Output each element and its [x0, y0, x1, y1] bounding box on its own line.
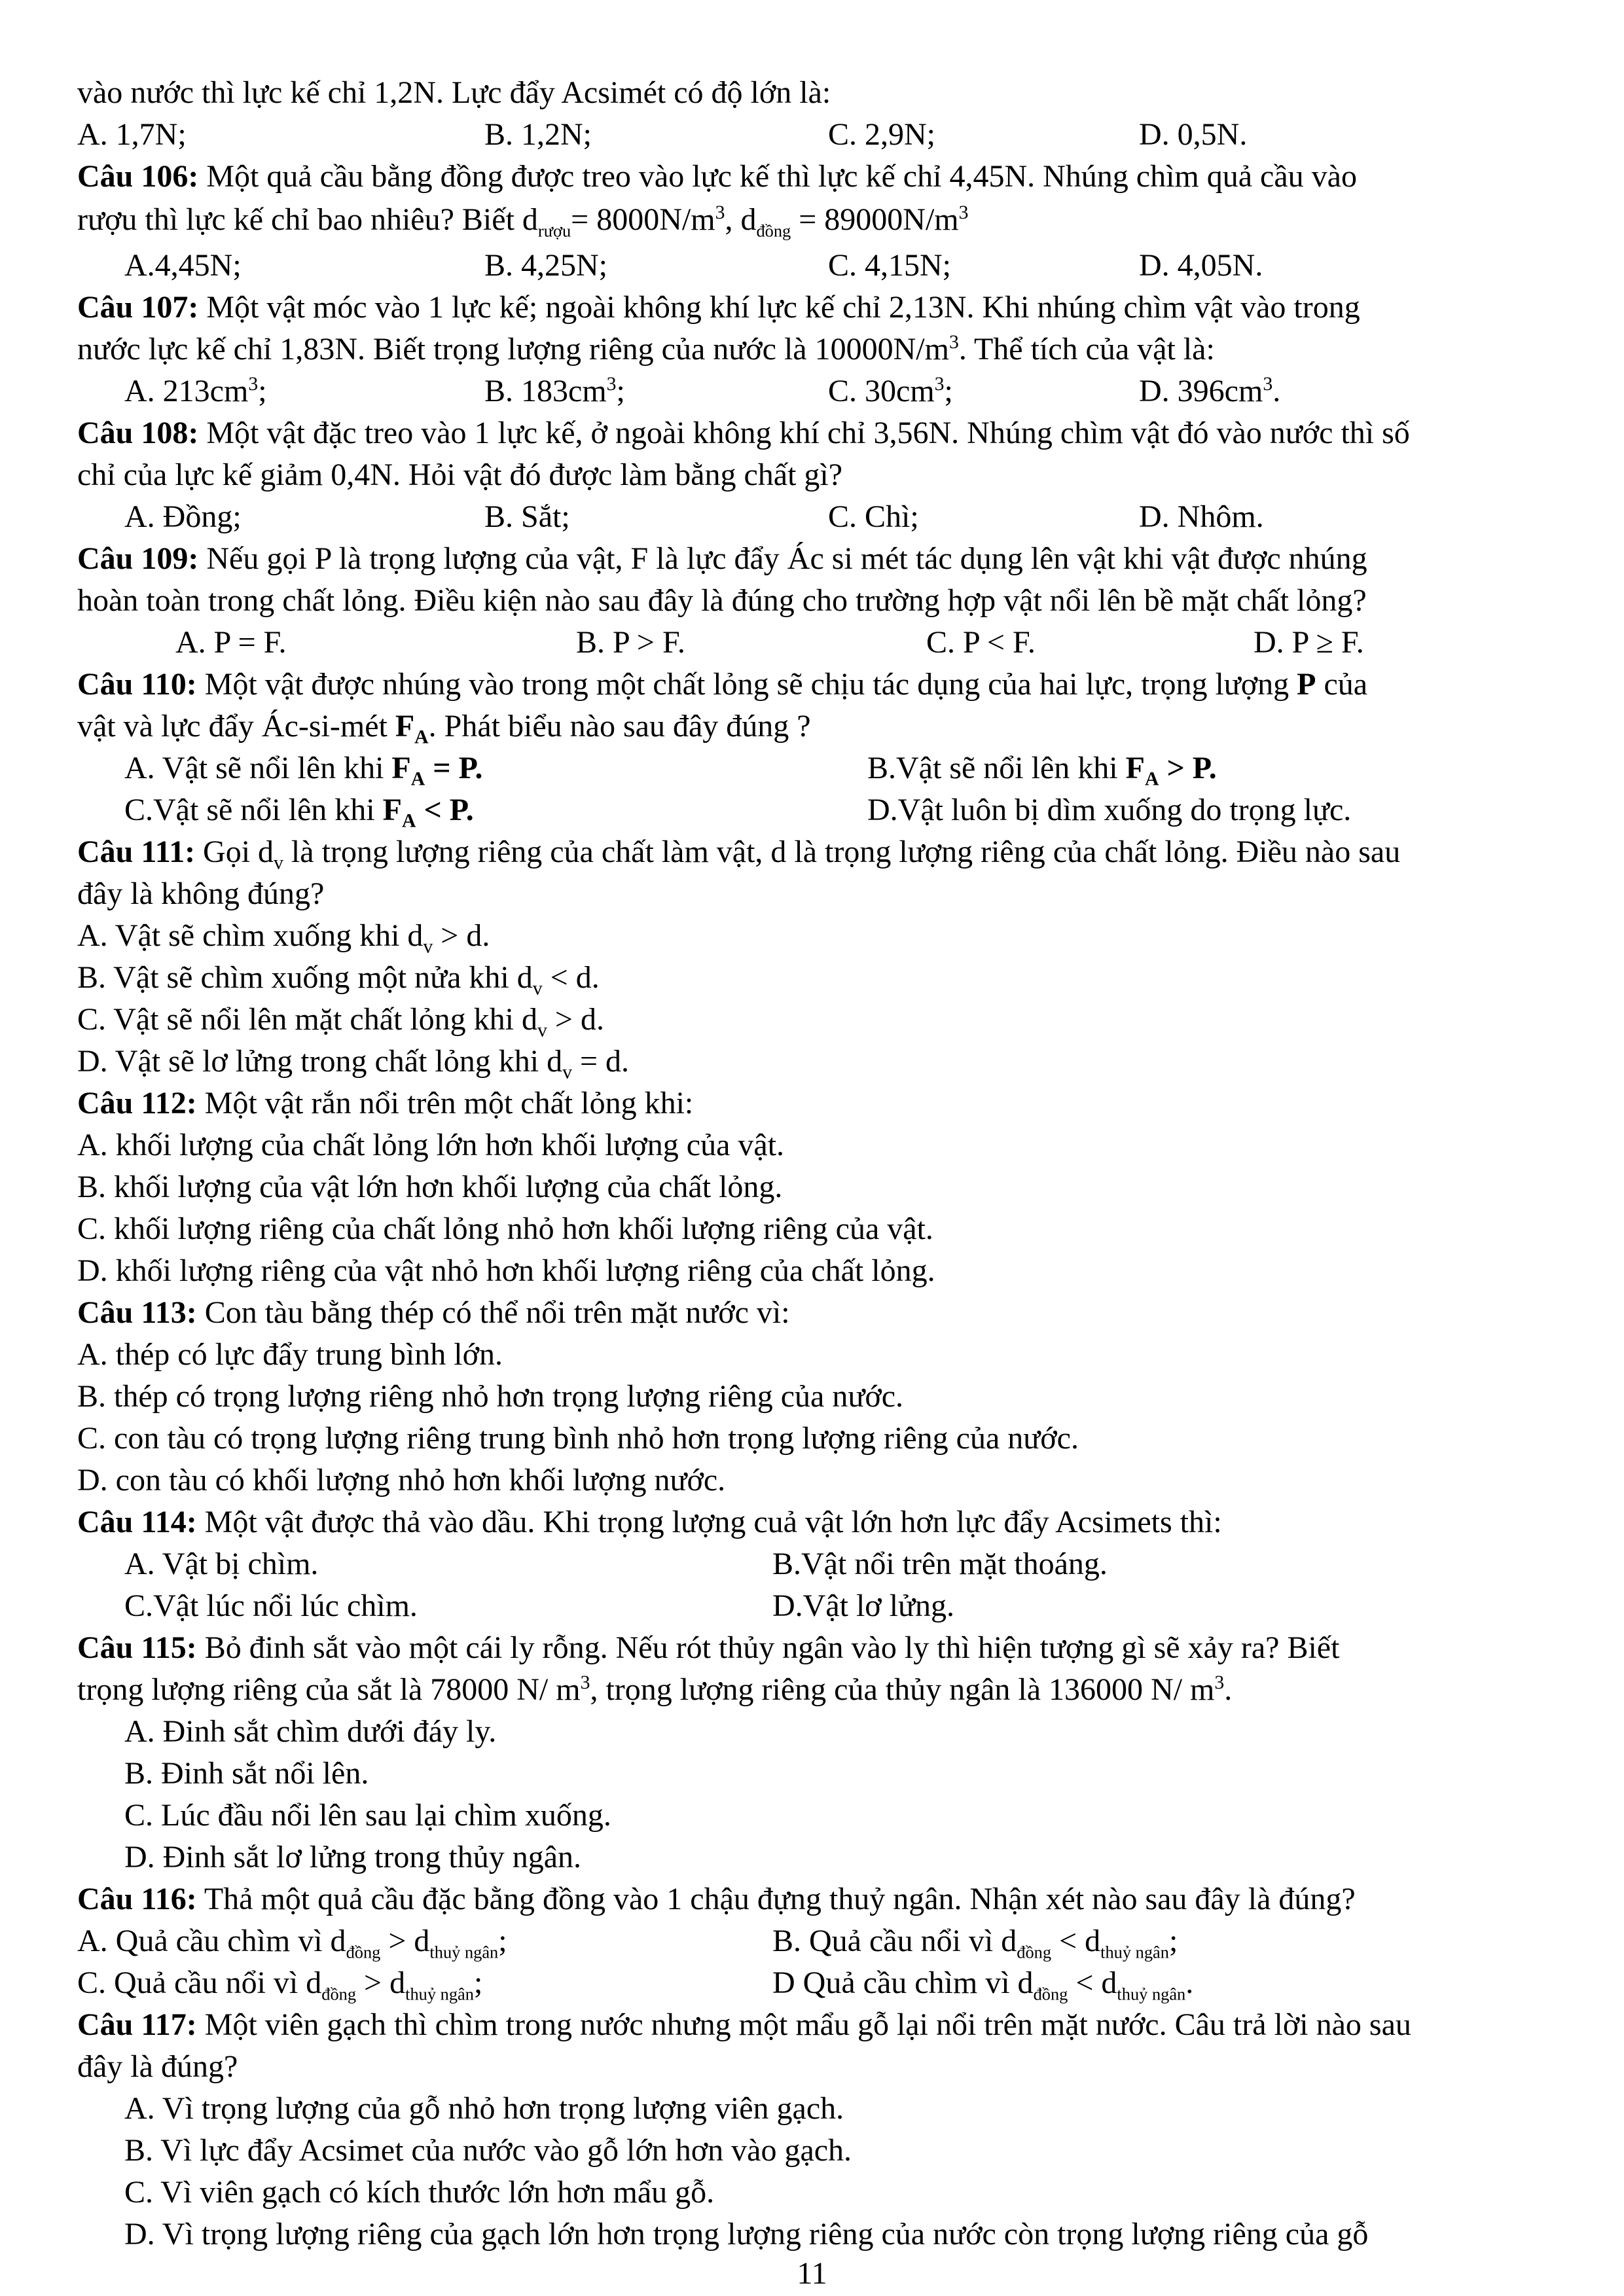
question-112: Câu 112: Một vật rắn nổi trên một chất lỏng khi:: [77, 1086, 694, 1121]
q116-option-d: D Quả cầu chìm vì $d_{đồng} < d_{thuỷ ngân}$.: [772, 1965, 1194, 2004]
q108-option-b: B. Sắt;: [484, 499, 570, 534]
q117-option-c: C. Vì viên gạch có kích thước lớn hơn mẩu gỗ.: [124, 2175, 715, 2210]
intro-option-d: D. 0,5N.: [1139, 117, 1248, 152]
q110-option-c: C.Vật sẽ nổi lên khi $F_A < P$.: [124, 793, 474, 832]
q110-option-a: A. Vật sẽ nổi lên khi $F_A = P$.: [124, 751, 483, 790]
question-117-line-2: đây là đúng?: [77, 2049, 238, 2084]
q114-option-a: A. Vật bị chìm.: [124, 1547, 319, 1581]
question-117-line-1: Câu 117: Một viên gạch thì chìm trong nước nhưng một mẩu gỗ lại nổi trên mặt nước. Câu trả lời nào sau: [77, 2007, 1411, 2042]
q108-option-a: A. Đồng;: [124, 499, 242, 534]
q115-option-b: B. Đinh sắt nổi lên.: [124, 1756, 369, 1791]
question-number: Câu 106:: [77, 159, 199, 194]
q114-option-c: C.Vật lúc nổi lúc chìm.: [124, 1588, 418, 1623]
q117-option-b: B. Vì lực đẩy Acsimet của nước vào gỗ lớn hơn vào gạch.: [124, 2133, 852, 2168]
question-110-line-1: Câu 110: Một vật được nhúng vào trong một chất lỏng sẽ chịu tác dụng của hai lực, trọng lượng P của: [77, 667, 1368, 702]
q111-option-d: D. Vật sẽ lơ lửng trong chất lỏng khi $d_v = d$.: [77, 1044, 630, 1083]
question-107-line-2: nước lực kế chỉ 1,83N. Biết trọng lượng riêng của nước là $10000N/m^3$. Thể tích của vật là:: [77, 331, 1215, 367]
question-113: Câu 113: Con tàu bằng thép có thể nổi trên mặt nước vì:: [77, 1295, 790, 1330]
question-106-line-2: rượu thì lực kế chỉ bao nhiêu? Biết $d_{rượu}= 8000N/m^3$, $d_{đồng} = 89000N/m^3$: [77, 202, 969, 241]
question-116: Câu 116: Thả một quả cầu đặc bằng đồng vào 1 chậu đựng thuỷ ngân. Nhận xét nào sau đây là đúng?: [77, 1882, 1356, 1916]
q110-option-d: D.Vật luôn bị dìm xuống do trọng lực.: [867, 793, 1352, 827]
q112-option-a: A. khối lượng của chất lỏng lớn hơn khối lượng của vật.: [77, 1128, 785, 1162]
q111-option-a: A. Vật sẽ chìm xuống khi $d_v > d$.: [77, 918, 490, 958]
q117-option-a: A. Vì trọng lượng của gỗ nhỏ hơn trọng lượng viên gạch.: [124, 2091, 844, 2126]
intro-text: vào nước thì lực kế chỉ 1,2N. Lực đẩy Acsimét có độ lớn là:: [77, 75, 831, 110]
page-number: 11: [797, 2256, 827, 2291]
q112-option-c: C. khối lượng riêng của chất lỏng nhỏ hơn khối lượng riêng của vật.: [77, 1211, 933, 1246]
q108-option-d: D. Nhôm.: [1139, 499, 1264, 534]
intro-option-a: A. 1,7N;: [77, 117, 187, 152]
q113-option-d: D. con tàu có khối lượng nhỏ hơn khối lượng nước.: [77, 1463, 726, 1498]
q110-option-b: B.Vật sẽ nổi lên khi $F_A > P$.: [867, 751, 1217, 790]
q113-option-b: B. thép có trọng lượng riêng nhỏ hơn trọng lượng riêng của nước.: [77, 1379, 904, 1414]
q111-option-b: B. Vật sẽ chìm xuống một nửa khi $d_v < d$.: [77, 960, 600, 999]
question-109-line-1: Câu 109: Nếu gọi P là trọng lượng của vật, F là lực đẩy Ác si mét tác dụng lên vật khi vật được nhúng: [77, 541, 1367, 576]
q114-option-d: D.Vật lơ lửng.: [772, 1588, 955, 1623]
q115-option-d: D. Đinh sắt lơ lửng trong thủy ngân.: [124, 1840, 582, 1874]
q107-option-d: D. $396cm^3$.: [1139, 373, 1281, 408]
q115-option-c: C. Lúc đầu nổi lên sau lại chìm xuống.: [124, 1798, 611, 1833]
q109-option-d: D. P ≥ F.: [1254, 625, 1364, 660]
q108-option-c: C. Chì;: [828, 499, 919, 534]
question-110-line-2: vật và lực đẩy Ác-si-mét $F_A$. Phát biểu nào sau đây đúng ?: [77, 709, 811, 748]
question-106-line-1: Câu 106: Một quả cầu bằng đồng được treo vào lực kế thì lực kế chỉ 4,45N. Nhúng chìm quả cầu vào: [77, 159, 1357, 194]
q106-option-d: D. 4,05N.: [1139, 248, 1263, 283]
q113-option-c: C. con tàu có trọng lượng riêng trung bình nhỏ hơn trọng lượng riêng của nước.: [77, 1421, 1079, 1456]
q106-option-c: C. 4,15N;: [828, 248, 952, 283]
intro-option-c: C. 2,9N;: [828, 117, 936, 152]
q115-option-a: A. Đinh sắt chìm dưới đáy ly.: [124, 1714, 497, 1749]
q111-option-c: C. Vật sẽ nổi lên mặt chất lỏng khi $d_v > d$.: [77, 1002, 604, 1041]
question-108-line-2: chỉ của lực kế giảm 0,4N. Hỏi vật đó được làm bằng chất gì?: [77, 457, 843, 492]
q107-option-a: A. $213cm^3$;: [124, 373, 267, 408]
q109-option-a: A. P = F.: [175, 625, 287, 660]
q116-option-a: A. Quả cầu chìm vì $d_{đồng} > d_{thuỷ ngân}$;: [77, 1924, 507, 1962]
q113-option-a: A. thép có lực đẩy trung bình lớn.: [77, 1337, 503, 1372]
q106-option-b: B. 4,25N;: [484, 248, 608, 283]
question-109-line-2: hoàn toàn trong chất lỏng. Điều kiện nào sau đây là đúng cho trường hợp vật nổi lên bề mặt chất lỏng?: [77, 583, 1367, 618]
question-114: Câu 114: Một vật được thả vào dầu. Khi trọng lượng cuả vật lớn hơn lực đẩy Acsimets thì:: [77, 1505, 1222, 1539]
question-115-line-1: Câu 115: Bỏ đinh sắt vào một cái ly rỗng. Nếu rót thủy ngân vào ly thì hiện tượng gì sẽ xảy ra? Biết: [77, 1630, 1340, 1665]
q112-option-b: B. khối lượng của vật lớn hơn khối lượng của chất lỏng.: [77, 1170, 783, 1204]
q109-option-c: C. P < F.: [926, 625, 1036, 660]
question-115-line-2: trọng lượng riêng của sắt là 78000 N/ $m^3$, trọng lượng riêng của thủy ngân là 136000 N/ $m^3$.: [77, 1672, 1233, 1707]
question-111-line-2: đây là không đúng?: [77, 876, 325, 911]
q107-option-c: C. $30cm^3$;: [828, 373, 953, 408]
intro-option-b: B. 1,2N;: [484, 117, 592, 152]
question-107-line-1: Câu 107: Một vật móc vào 1 lực kế; ngoài không khí lực kế chỉ 2,13N. Khi nhúng chìm vật vào trong: [77, 290, 1360, 325]
q112-option-d: D. khối lượng riêng của vật nhỏ hơn khối lượng riêng của chất lỏng.: [77, 1253, 935, 1288]
q117-option-d: D. Vì trọng lượng riêng của gạch lớn hơn trọng lượng riêng của nước còn trọng lượng riêng của gỗ: [124, 2217, 1369, 2251]
q107-option-b: B. $183cm^3$;: [484, 373, 625, 408]
q114-option-b: B.Vật nổi trên mặt thoáng.: [772, 1547, 1108, 1581]
q106-option-a: A.4,45N;: [124, 248, 242, 283]
question-111-line-1: Câu 111: Gọi $d_v$ là trọng lượng riêng của chất làm vật, d là trọng lượng riêng của chất lỏng. Điều nào sau: [77, 834, 1401, 874]
q116-option-b: B. Quả cầu nổi vì $d_{đồng} < d_{thuỷ ngân}$;: [772, 1924, 1178, 1962]
question-108-line-1: Câu 108: Một vật đặc treo vào 1 lực kế, ở ngoài không khí chỉ 3,56N. Nhúng chìm vật đó vào nước thì số: [77, 416, 1410, 450]
q109-option-b: B. P > F.: [576, 625, 685, 660]
q116-option-c: C. Quả cầu nổi vì $d_{đồng} > d_{thuỷ ngân}$;: [77, 1965, 483, 2004]
